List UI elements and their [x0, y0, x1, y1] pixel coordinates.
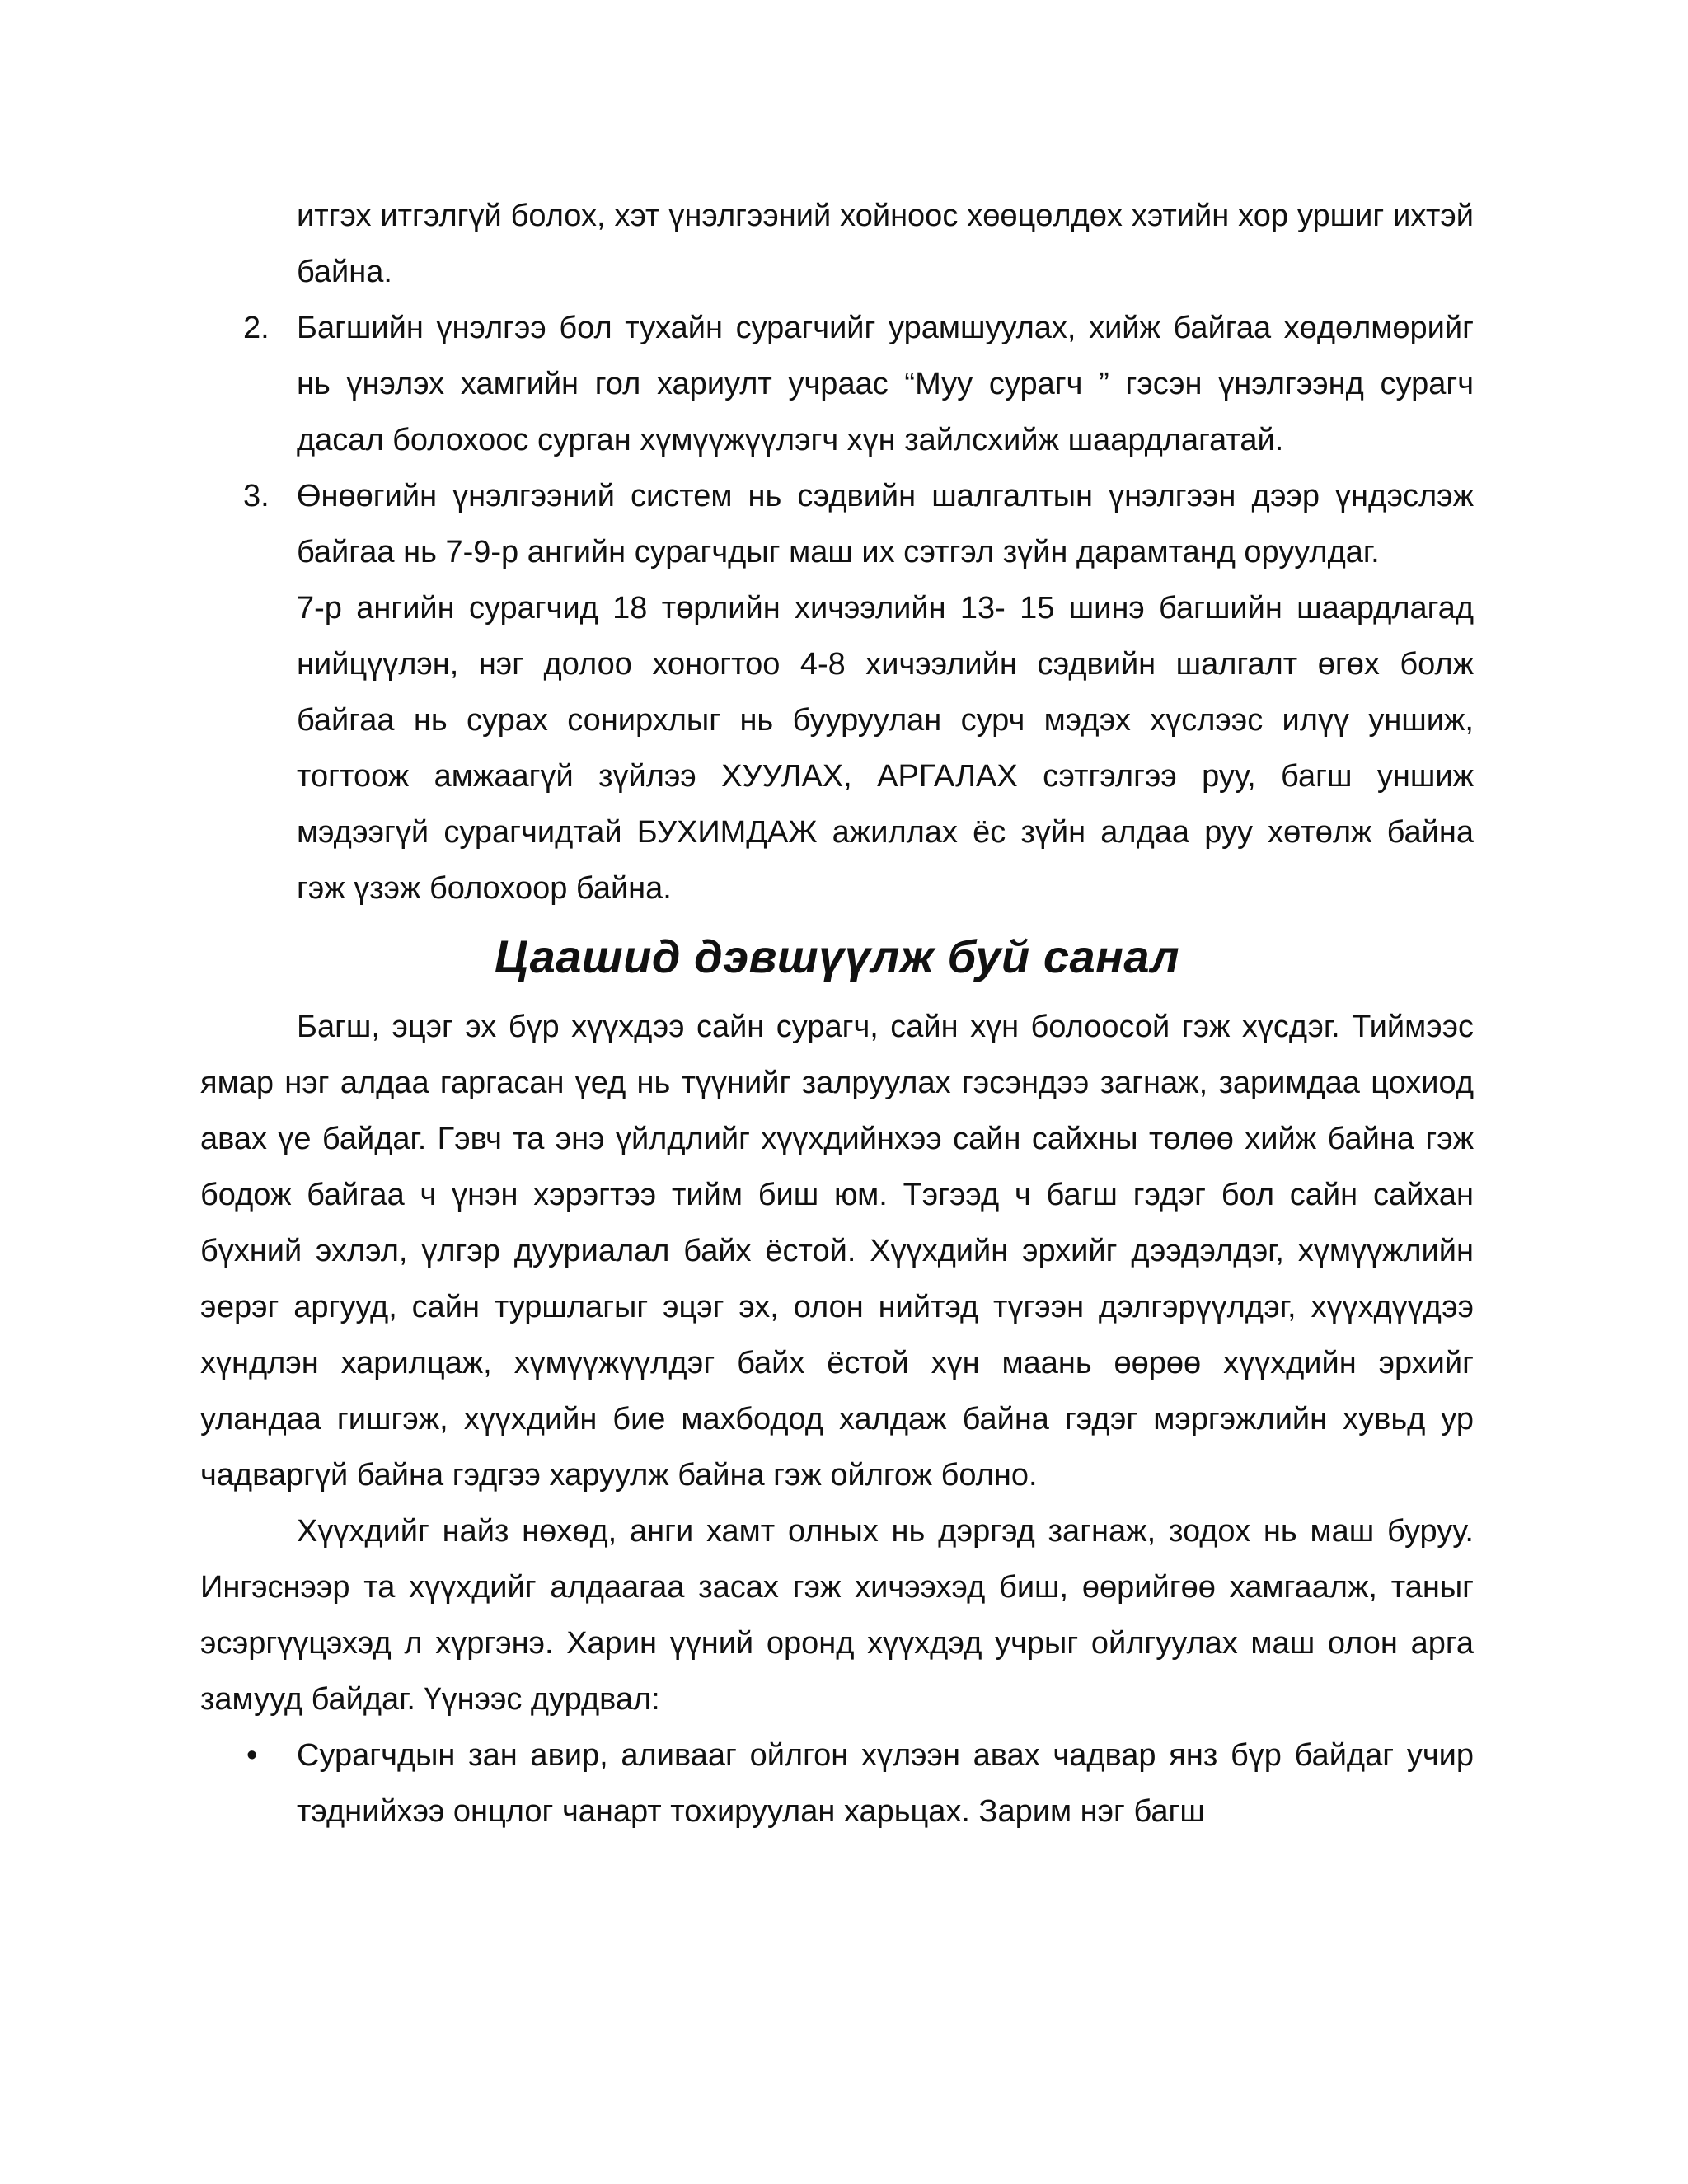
list-item-text: Өнөөгийн үнэлгээний систем нь сэдвийн шалгалтын үнэлгээн дээр үндэслэж байгаа нь 7-9-р ангийн сурагчдыг маш их сэтгэл зүйн дарамтанд оруулдаг.	[297, 479, 1474, 569]
body-paragraph: Хүүхдийг найз нөхөд, анги хамт олных нь дэргэд загнаж, зодох нь маш буруу. Ингэснээр та хүүхдийг алдаагаа засах гэж хичээхэд биш, өөрийгөө хамгаалж, таныг эсэргүүцэхэд л хүргэнэ. Харин үүний оронд хүүхдэд учрыг ойлгуулах маш олон арга замууд байдаг. Үүнээс дурдвал:	[200, 1514, 1474, 1717]
continuation-paragraph: итгэх итгэлгүй болох, хэт үнэлгээний хойноос хөөцөлдөх хэтийн хор уршиг ихтэй байна.	[297, 199, 1474, 289]
section-heading: Цаашид дэвшүүлж буй санал	[494, 930, 1180, 982]
bullet-list	[200, 1727, 1474, 1840]
list-item	[200, 468, 1474, 916]
list-item	[200, 300, 1474, 468]
bullet-item	[200, 1727, 1474, 1840]
numbered-list	[200, 300, 1474, 916]
body-paragraph: Багш, эцэг эх бүр хүүхдээ сайн сурагч, сайн хүн болоосой гэж хүсдэг. Тиймээс ямар нэг алдаа гаргасан үед нь түүнийг залруулах гэсэндээ загнаж, заримдаа цохиод авах үе байдаг. Гэвч та энэ үйлдлийг хүүхдийнхээ сайн сайхны төлөө хийж байна гэж бодож байгаа ч үнэн хэрэгтээ тийм биш юм. Тэгээд ч багш гэдэг бол сайн сайхан бүхний эхлэл, үлгэр дууриалал байх ёстой. Хүүхдийн эрхийг дээдэлдэг, хүмүүжлийн эерэг аргууд, сайн туршлагыг эцэг эх, олон нийтэд түгээн дэлгэрүүлдэг, хүүхдүүдээ хүндлэн харилцаж, хүмүүжүүлдэг байх ёстой хүн маань өөрөө хүүхдийн эрхийг уландаа гишгэж, хүүхдийн бие махбодод халдаж байна гэдэг мэргэжлийн хувьд ур чадваргүй байна гэдгээ харуулж байна гэж ойлгож болно.	[200, 1010, 1474, 1493]
list-item-note: 7-р ангийн сурагчид 18 төрлийн хичээлийн 13- 15 шинэ багшийн шаардлагад нийцүүлэн, нэг долоо хоногтоо 4-8 хичээлийн сэдвийн шалгалт өгөх болж байгаа нь сурах сонирхлыг нь бууруулан сурч мэдэх хүслээс илүү уншиж, тогтоож амжаагүй зүйлээ ХУУЛАХ, АРГАЛАХ сэтгэлгээ руу, багш уншиж мэдээгүй сурагчидтай БУХИМДАЖ ажиллах ёс зүйн алдаа руу хөтөлж байна гэж үзэж болохоор байна.	[297, 591, 1474, 906]
bullet-icon: •	[246, 1738, 258, 1773]
list-item-number: 3.	[243, 479, 270, 513]
list-item-text: Багшийн үнэлгээ бол тухайн сурагчийг урамшуулах, хийж байгаа хөдөлмөрийг нь үнэлэх хамгийн гол хариулт учраас “Муу сурагч ” гэсэн үнэлгээнд сурагч дасал болохоос сурган хүмүүжүүлэгч хүн зайлсхийж шаардлагатай.	[297, 311, 1474, 457]
document-body	[200, 188, 1474, 1840]
list-item-number: 2.	[243, 311, 270, 345]
bullet-item-text: Сурагчдын зан авир, аливааг ойлгон хүлээн авах чадвар янз бүр байдаг учир тэднийхээ онцлог чанарт тохируулан харьцах. Зарим нэг багш	[297, 1738, 1474, 1829]
